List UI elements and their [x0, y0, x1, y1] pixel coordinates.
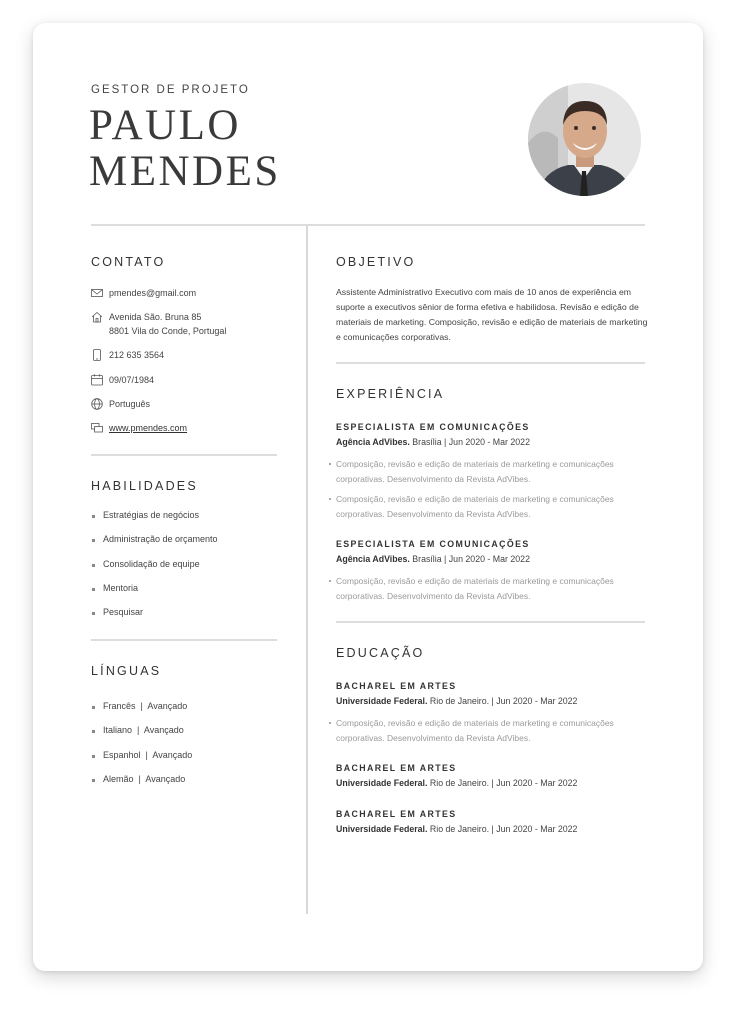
contact-language: [91, 397, 150, 411]
list-item: Estratégias de negócios: [91, 510, 218, 534]
skills-divider: [91, 639, 277, 641]
email-text: pmendes@gmail.com: [109, 288, 197, 298]
contact-address: [91, 310, 226, 338]
mail-icon: [91, 287, 103, 299]
list-item: Italiano | Avançado: [91, 725, 192, 749]
education-heading: EDUCAÇÃO: [336, 646, 425, 660]
experience-divider: [336, 621, 645, 623]
resume-page: [33, 23, 703, 971]
skills-list: [91, 510, 218, 631]
chat-icon: [91, 422, 103, 434]
phone-icon: [91, 349, 103, 361]
calendar-icon: [91, 374, 103, 386]
person-name: [89, 103, 281, 195]
contact-divider: [91, 454, 277, 456]
degree-school: Universidade Federal. Rio de Janeiro. | Jun 2020 - Mar 2022: [336, 778, 578, 788]
contact-website: [91, 421, 187, 435]
job-bullet: Composição, revisão e edição de materiais de marketing e comunicações corporativas. Desenvolvimento da Revista AdVibes.: [329, 492, 649, 521]
languages-list: [91, 701, 192, 798]
list-item: Mentoria: [91, 583, 218, 607]
objective-heading: OBJETIVO: [336, 255, 416, 269]
list-item: Alemão | Avançado: [91, 774, 192, 798]
job-title: ESPECIALISTA EM COMUNICAÇÕES: [336, 422, 530, 432]
degree-school: Universidade Federal. Rio de Janeiro. | Jun 2020 - Mar 2022: [336, 824, 578, 834]
degree-title: BACHAREL EM ARTES: [336, 681, 457, 691]
job-company: Agência AdVibes. Brasília | Jun 2020 - Mar 2022: [336, 554, 530, 564]
globe-icon: [91, 398, 103, 410]
job-bullet: Composição, revisão e edição de materiais de marketing e comunicações corporativas. Desenvolvimento da Revista AdVibes.: [329, 574, 649, 603]
address-line-1: Avenida São. Bruna 85: [109, 312, 202, 322]
degree-school: Universidade Federal. Rio de Janeiro. | Jun 2020 - Mar 2022: [336, 696, 578, 706]
degree-title: BACHAREL EM ARTES: [336, 809, 457, 819]
first-name: PAULO: [89, 102, 241, 149]
job-title-subtitle: GESTOR DE PROJETO: [91, 84, 250, 96]
profile-photo: [528, 83, 641, 196]
degree-bullet: Composição, revisão e edição de materiais de marketing e comunicações corporativas. Desenvolvimento da Revista AdVibes.: [329, 716, 649, 745]
header-divider: [91, 224, 645, 226]
list-item: Consolidação de equipe: [91, 559, 218, 583]
column-divider: [306, 226, 308, 914]
list-item: Pesquisar: [91, 607, 218, 631]
home-icon: [91, 311, 103, 323]
contact-heading: CONTATO: [91, 255, 166, 269]
contact-phone: [91, 348, 164, 362]
job-title: ESPECIALISTA EM COMUNICAÇÕES: [336, 539, 530, 549]
job-bullet: Composição, revisão e edição de materiais de marketing e comunicações corporativas. Desenvolvimento da Revista AdVibes.: [329, 457, 649, 486]
job-company: Agência AdVibes. Brasília | Jun 2020 - Mar 2022: [336, 437, 530, 447]
experience-heading: EXPERIÊNCIA: [336, 387, 445, 401]
phone-text: 212 635 3564: [109, 350, 165, 360]
degree-title: BACHAREL EM ARTES: [336, 763, 457, 773]
address-line-2: 8801 Vila do Conde, Portugal: [109, 326, 227, 336]
languages-heading: LÍNGUAS: [91, 664, 162, 678]
website-link[interactable]: www.pmendes.com: [109, 423, 188, 433]
last-name: MENDES: [89, 148, 281, 195]
skills-heading: HABILIDADES: [91, 479, 198, 493]
objective-text: Assistente Administrativo Executivo com mais de 10 anos de experiência em suporte a executivos sênior de forma efetiva e habilidosa. Revisão e edição de materiais de marketing. Composição, revisão e edição de materiais de marketing e comunicações corporativas.: [336, 287, 648, 342]
objective-divider: [336, 362, 645, 364]
contact-birthdate: [91, 373, 154, 387]
list-item: Espanhol | Avançado: [91, 750, 192, 774]
language-text: Português: [109, 399, 151, 409]
birthdate-text: 09/07/1984: [109, 375, 155, 385]
list-item: Francês | Avançado: [91, 701, 192, 725]
contact-email: [91, 286, 196, 300]
list-item: Administração de orçamento: [91, 534, 218, 558]
